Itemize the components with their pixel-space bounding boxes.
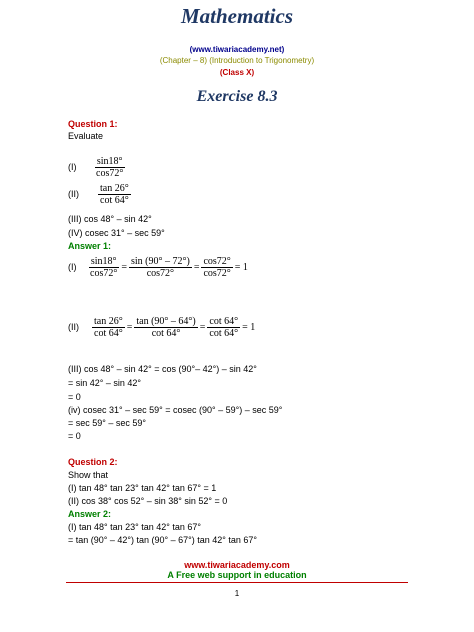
answer-1-line: = 0 [68, 431, 81, 441]
result: = 1 [234, 261, 248, 273]
equals-sign: = [193, 261, 200, 273]
result: = 1 [242, 321, 256, 333]
fraction [201, 256, 232, 279]
equals-sign: = [126, 321, 133, 333]
answer-1-line: = sin 42° – sin 42° [68, 378, 141, 388]
footer-site: www.tiwariacademy.com [184, 560, 290, 570]
answer-1-line: (III) cos 48° – sin 42° = cos (90°– 42°) – sin 42° [68, 364, 257, 374]
denominator: cos72° [203, 267, 231, 279]
numerator: sin18° [96, 155, 123, 167]
question-1-part-iv: (IV) cosec 31° – sec 59° [68, 228, 165, 238]
question-1-part-i [68, 155, 125, 179]
footer-tagline: A Free web support in education [167, 570, 307, 580]
answer-2-heading: Answer 2: [68, 509, 112, 519]
fraction [94, 156, 125, 179]
answer-1-line: = 0 [68, 392, 81, 402]
numerator: sin (90° – 72°) [130, 255, 190, 267]
numerator: cos72° [203, 255, 231, 267]
part-label: (I) [68, 262, 77, 272]
part-label: (I) [68, 162, 77, 172]
exercise-title: Exercise 8.3 [196, 88, 278, 105]
question-2-line: (I) tan 48° tan 23° tan 42° tan 67° = 1 [68, 483, 217, 493]
numerator: tan 26° [100, 182, 129, 194]
fraction [207, 316, 240, 339]
answer-1-line: = sec 59° – sec 59° [68, 418, 146, 428]
numerator: cot 64° [209, 315, 239, 327]
denominator: cot 64° [151, 327, 181, 339]
fraction [98, 183, 131, 206]
question-1-part-iii: (III) cos 48° – sin 42° [68, 214, 152, 224]
answer-1-part-ii [68, 314, 257, 340]
denominator: cot 64° [100, 194, 129, 206]
answer-1-part-i [68, 254, 250, 280]
numerator: tan 26° [94, 315, 123, 327]
equals-sign: = [121, 261, 127, 273]
question-2-line: Show that [68, 470, 109, 480]
question-2-heading: Question 2: [68, 457, 118, 467]
denominator: cot 64° [94, 327, 123, 339]
equals-sign: = [199, 321, 206, 333]
header-url: (www.tiwariacademy.net) [189, 45, 285, 54]
answer-1-heading: Answer 1: [68, 241, 112, 251]
denominator: cos72° [90, 267, 118, 279]
denominator: cos72° [146, 267, 175, 279]
part-label: (II) [68, 322, 79, 332]
numerator: tan (90° – 64°) [136, 315, 196, 327]
answer-2-line: = tan (90° – 42°) tan (90° – 67°) tan 42° tan 67° [68, 535, 257, 545]
fraction [88, 256, 119, 279]
denominator: cot 64° [209, 327, 239, 339]
chapter-subtitle: (Chapter – 8) (Introduction to Trigonometry) [159, 56, 315, 65]
question-1-instruction: Evaluate [68, 131, 104, 141]
page-number: 1 [234, 589, 240, 598]
class-label: (Class X) [219, 68, 255, 77]
answer-2-line: (I) tan 48° tan 23° tan 42° tan 67° [68, 522, 201, 532]
footer-divider [66, 582, 408, 583]
question-2-line: (II) cos 38° cos 52° – sin 38° sin 52° = 0 [68, 496, 228, 506]
denominator: cos72° [96, 167, 124, 179]
part-label: (II) [68, 189, 79, 199]
fraction [92, 316, 125, 339]
fraction [134, 316, 197, 339]
question-1-heading: Question 1: [68, 119, 118, 129]
answer-1-line: (iv) cosec 31° – sec 59° = cosec (90° – 59°) – sec 59° [68, 405, 283, 415]
numerator: sin18° [90, 255, 117, 267]
page-title: Mathematics [180, 4, 293, 28]
question-1-part-ii [68, 182, 131, 206]
fraction [129, 256, 192, 279]
